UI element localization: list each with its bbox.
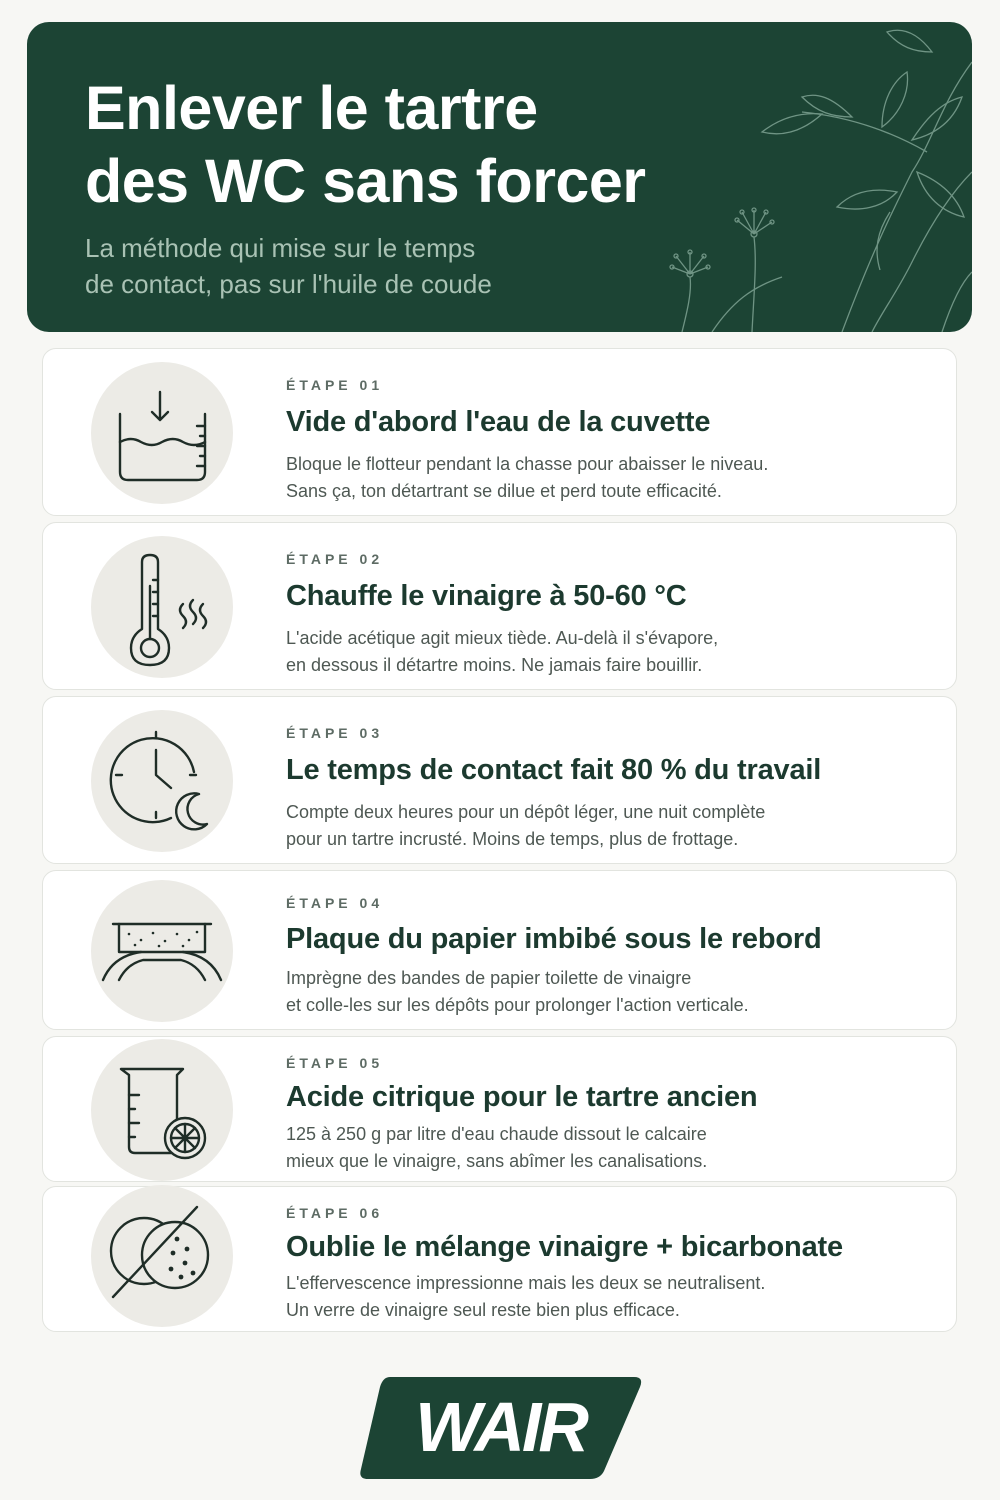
step-description-line: Compte deux heures pour un dépôt léger, une nuit complète	[286, 802, 766, 822]
step-description-line: pour un tartre incrusté. Moins de temps, plus de frottage.	[286, 829, 739, 849]
hero-banner	[27, 22, 972, 332]
step-description-line: Sans ça, ton détartrant se dilue et perd toute efficacité.	[286, 481, 722, 501]
step-card-04	[42, 870, 957, 1030]
step-title: Chauffe le vinaigre à 50-60 °C	[286, 580, 687, 612]
step-description-line: Un verre de vinaigre seul reste bien plus efficace.	[286, 1300, 680, 1320]
step-description-line: Bloque le flotteur pendant la chasse pour abaisser le niveau.	[286, 454, 769, 474]
step-label: ÉTAPE 06	[286, 1205, 384, 1221]
step-description	[286, 965, 926, 1019]
logo-text: WAIR	[415, 1388, 586, 1466]
brand-logo	[358, 1373, 643, 1481]
step-card-06	[42, 1186, 957, 1332]
water-level-icon	[91, 362, 233, 504]
step-description	[286, 451, 926, 505]
step-description-line: 125 à 250 g par litre d'eau chaude dissout le calcaire	[286, 1124, 707, 1144]
step-description-line: et colle-les sur les dépôts pour prolonger l'action verticale.	[286, 995, 749, 1015]
title-line-2: des WC sans forcer	[85, 147, 646, 215]
step-description-line: mieux que le vinaigre, sans abîmer les canalisations.	[286, 1151, 708, 1171]
subtitle-line-2: de contact, pas sur l'huile de coude	[85, 269, 492, 299]
step-label: ÉTAPE 01	[286, 377, 384, 393]
botanical-illustration-icon	[642, 22, 972, 332]
beaker-lemon-icon	[91, 1039, 233, 1181]
icon-circle	[91, 1185, 233, 1327]
step-card-05	[42, 1036, 957, 1182]
step-title: Oublie le mélange vinaigre + bicarbonate	[286, 1231, 843, 1263]
icon-circle	[91, 710, 233, 852]
step-description-line: en dessous il détartre moins. Ne jamais faire bouillir.	[286, 655, 703, 675]
step-card-02	[42, 522, 957, 690]
toilet-rim-icon	[91, 880, 233, 1022]
icon-circle	[91, 362, 233, 504]
icon-circle	[91, 880, 233, 1022]
icon-circle	[91, 536, 233, 678]
step-description	[286, 1270, 926, 1324]
step-label: ÉTAPE 03	[286, 725, 384, 741]
step-title: Acide citrique pour le tartre ancien	[286, 1081, 758, 1113]
page-subtitle	[85, 230, 645, 302]
step-label: ÉTAPE 04	[286, 895, 384, 911]
step-title: Plaque du papier imbibé sous le rebord	[286, 923, 822, 955]
step-description-line: L'effervescence impressionne mais les deux se neutralisent.	[286, 1273, 766, 1293]
step-card-01	[42, 348, 957, 516]
crossed-mix-icon	[91, 1185, 233, 1327]
step-description	[286, 799, 926, 853]
subtitle-line-1: La méthode qui mise sur le temps	[85, 233, 476, 263]
step-title: Vide d'abord l'eau de la cuvette	[286, 406, 711, 438]
step-description-line: Imprègne des bandes de papier toilette de vinaigre	[286, 968, 692, 988]
step-description-line: L'acide acétique agit mieux tiède. Au-delà il s'évapore,	[286, 628, 719, 648]
step-label: ÉTAPE 02	[286, 551, 384, 567]
icon-circle	[91, 1039, 233, 1181]
title-line-1: Enlever le tartre	[85, 74, 538, 142]
thermometer-icon	[91, 536, 233, 678]
step-label: ÉTAPE 05	[286, 1055, 384, 1071]
clock-moon-icon	[91, 710, 233, 852]
step-title: Le temps de contact fait 80 % du travail	[286, 754, 822, 786]
step-card-03	[42, 696, 957, 864]
step-description	[286, 625, 926, 679]
step-description	[286, 1121, 926, 1175]
